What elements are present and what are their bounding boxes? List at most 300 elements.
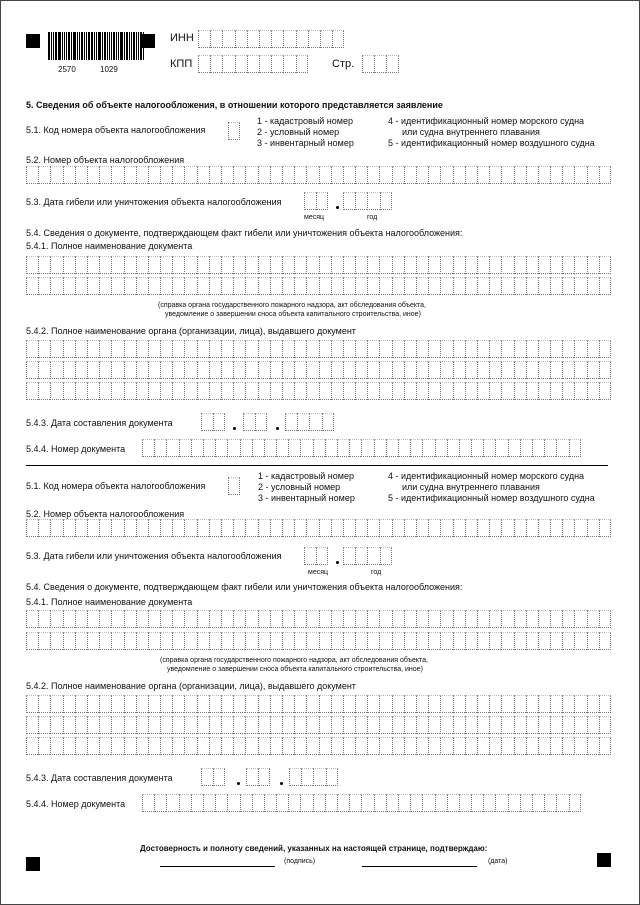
input-cell[interactable] [355, 632, 367, 650]
document-year-field[interactable] [285, 413, 334, 431]
input-cell[interactable] [124, 166, 136, 184]
input-cell[interactable] [148, 256, 160, 274]
input-cell[interactable] [209, 256, 221, 274]
input-cell[interactable] [316, 547, 328, 565]
input-cell[interactable] [252, 794, 264, 812]
input-cell[interactable] [562, 695, 574, 713]
input-cell[interactable] [331, 716, 343, 734]
input-cell[interactable] [99, 519, 111, 537]
input-cell[interactable] [574, 382, 586, 400]
input-cell[interactable] [111, 737, 123, 755]
input-cell[interactable] [599, 361, 611, 379]
input-cell[interactable] [172, 256, 184, 274]
input-cell[interactable] [422, 794, 434, 812]
input-cell[interactable] [306, 277, 318, 295]
input-cell[interactable] [148, 610, 160, 628]
input-cell[interactable] [526, 737, 538, 755]
input-cell[interactable] [538, 361, 550, 379]
input-cell[interactable] [124, 737, 136, 755]
input-cell[interactable] [392, 340, 404, 358]
input-cell[interactable] [556, 439, 568, 457]
input-cell[interactable] [160, 632, 172, 650]
input-cell[interactable] [379, 277, 391, 295]
input-cell[interactable] [87, 716, 99, 734]
input-cell[interactable] [495, 794, 507, 812]
input-cell[interactable] [404, 632, 416, 650]
input-cell[interactable] [392, 716, 404, 734]
input-cell[interactable] [331, 166, 343, 184]
document-day-field[interactable] [201, 768, 225, 786]
input-cell[interactable] [392, 737, 404, 755]
input-cell[interactable] [38, 361, 50, 379]
input-cell[interactable] [124, 610, 136, 628]
input-cell[interactable] [235, 30, 247, 48]
input-cell[interactable] [322, 413, 334, 431]
input-cell[interactable] [38, 382, 50, 400]
input-cell[interactable] [361, 794, 373, 812]
input-cell[interactable] [215, 794, 227, 812]
input-cell[interactable] [574, 519, 586, 537]
input-cell[interactable] [282, 166, 294, 184]
input-cell[interactable] [538, 610, 550, 628]
input-cell[interactable] [355, 610, 367, 628]
input-cell[interactable] [562, 632, 574, 650]
input-cell[interactable] [379, 610, 391, 628]
input-cell[interactable] [50, 382, 62, 400]
input-cell[interactable] [587, 610, 599, 628]
input-cell[interactable] [184, 166, 196, 184]
input-cell[interactable] [526, 361, 538, 379]
input-cell[interactable] [379, 737, 391, 755]
input-cell[interactable] [160, 695, 172, 713]
input-cell[interactable] [306, 361, 318, 379]
input-cell[interactable] [343, 547, 355, 565]
input-cell[interactable] [489, 166, 501, 184]
input-cell[interactable] [198, 55, 210, 73]
input-cell[interactable] [289, 768, 301, 786]
input-cell[interactable] [124, 277, 136, 295]
input-cell[interactable] [514, 610, 526, 628]
issuer-field-row-3[interactable] [26, 382, 611, 400]
input-cell[interactable] [63, 695, 75, 713]
input-cell[interactable] [26, 277, 38, 295]
input-cell[interactable] [416, 340, 428, 358]
issuer-field-row-1[interactable] [26, 695, 611, 713]
input-cell[interactable] [213, 413, 225, 431]
document-name-field-row-2[interactable] [26, 632, 611, 650]
input-cell[interactable] [63, 256, 75, 274]
input-cell[interactable] [550, 340, 562, 358]
input-cell[interactable] [210, 55, 222, 73]
input-cell[interactable] [38, 632, 50, 650]
document-month-field[interactable] [243, 413, 267, 431]
input-cell[interactable] [270, 382, 282, 400]
input-cell[interactable] [136, 632, 148, 650]
destruction-month-field[interactable] [304, 192, 328, 210]
input-cell[interactable] [520, 794, 532, 812]
input-cell[interactable] [50, 361, 62, 379]
input-cell[interactable] [319, 632, 331, 650]
input-cell[interactable] [136, 361, 148, 379]
input-cell[interactable] [428, 277, 440, 295]
document-year-field[interactable] [289, 768, 338, 786]
input-cell[interactable] [550, 361, 562, 379]
input-cell[interactable] [283, 30, 295, 48]
input-cell[interactable] [386, 439, 398, 457]
document-number-field[interactable] [142, 794, 581, 812]
input-cell[interactable] [245, 340, 257, 358]
input-cell[interactable] [538, 632, 550, 650]
input-cell[interactable] [221, 277, 233, 295]
input-cell[interactable] [392, 166, 404, 184]
input-cell[interactable] [38, 519, 50, 537]
input-cell[interactable] [398, 439, 410, 457]
input-cell[interactable] [367, 256, 379, 274]
input-cell[interactable] [544, 794, 556, 812]
input-cell[interactable] [184, 737, 196, 755]
input-cell[interactable] [599, 632, 611, 650]
input-cell[interactable] [501, 610, 513, 628]
input-cell[interactable] [367, 192, 379, 210]
input-cell[interactable] [197, 695, 209, 713]
input-cell[interactable] [416, 361, 428, 379]
input-cell[interactable] [562, 166, 574, 184]
input-cell[interactable] [294, 166, 306, 184]
input-cell[interactable] [297, 413, 309, 431]
document-day-field[interactable] [201, 413, 225, 431]
input-cell[interactable] [300, 794, 312, 812]
input-cell[interactable] [550, 610, 562, 628]
input-cell[interactable] [285, 413, 297, 431]
input-cell[interactable] [258, 716, 270, 734]
input-cell[interactable] [124, 382, 136, 400]
input-cell[interactable] [245, 737, 257, 755]
input-cell[interactable] [355, 519, 367, 537]
input-cell[interactable] [392, 277, 404, 295]
input-cell[interactable] [367, 737, 379, 755]
input-cell[interactable] [50, 340, 62, 358]
input-cell[interactable] [160, 256, 172, 274]
input-cell[interactable] [574, 361, 586, 379]
input-cell[interactable] [379, 716, 391, 734]
input-cell[interactable] [282, 695, 294, 713]
document-month-field[interactable] [246, 768, 270, 786]
input-cell[interactable] [532, 439, 544, 457]
input-cell[interactable] [362, 55, 374, 73]
input-cell[interactable] [526, 166, 538, 184]
input-cell[interactable] [154, 439, 166, 457]
input-cell[interactable] [538, 277, 550, 295]
input-cell[interactable] [308, 30, 320, 48]
input-cell[interactable] [404, 382, 416, 400]
code-field[interactable] [228, 122, 240, 140]
input-cell[interactable] [325, 439, 337, 457]
input-cell[interactable] [379, 695, 391, 713]
input-cell[interactable] [495, 439, 507, 457]
input-cell[interactable] [319, 340, 331, 358]
input-cell[interactable] [282, 716, 294, 734]
input-cell[interactable] [50, 519, 62, 537]
input-cell[interactable] [233, 737, 245, 755]
input-cell[interactable] [514, 632, 526, 650]
input-cell[interactable] [501, 737, 513, 755]
input-cell[interactable] [489, 340, 501, 358]
input-cell[interactable] [50, 695, 62, 713]
input-cell[interactable] [221, 632, 233, 650]
input-cell[interactable] [355, 256, 367, 274]
input-cell[interactable] [416, 277, 428, 295]
input-cell[interactable] [367, 610, 379, 628]
document-name-field-row-2[interactable] [26, 277, 611, 295]
input-cell[interactable] [562, 519, 574, 537]
input-cell[interactable] [599, 382, 611, 400]
input-cell[interactable] [562, 610, 574, 628]
input-cell[interactable] [440, 340, 452, 358]
input-cell[interactable] [26, 382, 38, 400]
input-cell[interactable] [428, 166, 440, 184]
input-cell[interactable] [282, 340, 294, 358]
input-cell[interactable] [63, 737, 75, 755]
input-cell[interactable] [198, 30, 210, 48]
input-cell[interactable] [87, 695, 99, 713]
input-cell[interactable] [270, 716, 282, 734]
destruction-year-field[interactable] [343, 547, 392, 565]
input-cell[interactable] [465, 632, 477, 650]
kpp-field[interactable] [198, 55, 308, 73]
input-cell[interactable] [599, 277, 611, 295]
input-cell[interactable] [526, 519, 538, 537]
input-cell[interactable] [26, 632, 38, 650]
input-cell[interactable] [489, 716, 501, 734]
input-cell[interactable] [38, 610, 50, 628]
input-cell[interactable] [587, 519, 599, 537]
input-cell[interactable] [166, 794, 178, 812]
input-cell[interactable] [477, 166, 489, 184]
input-cell[interactable] [160, 361, 172, 379]
input-cell[interactable] [526, 610, 538, 628]
input-cell[interactable] [574, 737, 586, 755]
input-cell[interactable] [209, 361, 221, 379]
input-cell[interactable] [300, 439, 312, 457]
input-cell[interactable] [343, 361, 355, 379]
input-cell[interactable] [99, 382, 111, 400]
input-cell[interactable] [258, 695, 270, 713]
input-cell[interactable] [228, 477, 240, 495]
input-cell[interactable] [245, 695, 257, 713]
input-cell[interactable] [428, 737, 440, 755]
input-cell[interactable] [355, 361, 367, 379]
input-cell[interactable] [294, 737, 306, 755]
input-cell[interactable] [428, 716, 440, 734]
input-cell[interactable] [416, 256, 428, 274]
input-cell[interactable] [201, 413, 213, 431]
input-cell[interactable] [221, 256, 233, 274]
input-cell[interactable] [63, 277, 75, 295]
input-cell[interactable] [440, 361, 452, 379]
input-cell[interactable] [574, 695, 586, 713]
input-cell[interactable] [562, 340, 574, 358]
input-cell[interactable] [331, 695, 343, 713]
input-cell[interactable] [392, 695, 404, 713]
input-cell[interactable] [343, 695, 355, 713]
input-cell[interactable] [343, 737, 355, 755]
input-cell[interactable] [306, 610, 318, 628]
input-cell[interactable] [587, 361, 599, 379]
input-cell[interactable] [361, 439, 373, 457]
input-cell[interactable] [160, 340, 172, 358]
input-cell[interactable] [209, 695, 221, 713]
input-cell[interactable] [294, 632, 306, 650]
input-cell[interactable] [304, 547, 316, 565]
input-cell[interactable] [435, 794, 447, 812]
input-cell[interactable] [111, 256, 123, 274]
input-cell[interactable] [258, 382, 270, 400]
input-cell[interactable] [184, 340, 196, 358]
input-cell[interactable] [124, 340, 136, 358]
input-cell[interactable] [538, 382, 550, 400]
input-cell[interactable] [465, 695, 477, 713]
input-cell[interactable] [514, 382, 526, 400]
input-cell[interactable] [227, 794, 239, 812]
input-cell[interactable] [489, 632, 501, 650]
input-cell[interactable] [247, 30, 259, 48]
input-cell[interactable] [319, 610, 331, 628]
input-cell[interactable] [453, 716, 465, 734]
input-cell[interactable] [160, 277, 172, 295]
input-cell[interactable] [197, 166, 209, 184]
input-cell[interactable] [294, 382, 306, 400]
input-cell[interactable] [309, 413, 321, 431]
input-cell[interactable] [75, 695, 87, 713]
input-cell[interactable] [508, 794, 520, 812]
input-cell[interactable] [184, 519, 196, 537]
input-cell[interactable] [489, 695, 501, 713]
input-cell[interactable] [599, 695, 611, 713]
input-cell[interactable] [197, 256, 209, 274]
input-cell[interactable] [343, 166, 355, 184]
input-cell[interactable] [136, 277, 148, 295]
input-cell[interactable] [172, 166, 184, 184]
input-cell[interactable] [255, 413, 267, 431]
input-cell[interactable] [306, 166, 318, 184]
input-cell[interactable] [294, 519, 306, 537]
input-cell[interactable] [184, 382, 196, 400]
issuer-field-row-3[interactable] [26, 737, 611, 755]
input-cell[interactable] [233, 361, 245, 379]
input-cell[interactable] [87, 340, 99, 358]
input-cell[interactable] [245, 632, 257, 650]
input-cell[interactable] [440, 695, 452, 713]
input-cell[interactable] [209, 737, 221, 755]
input-cell[interactable] [343, 340, 355, 358]
input-cell[interactable] [283, 55, 295, 73]
input-cell[interactable] [233, 610, 245, 628]
input-cell[interactable] [477, 695, 489, 713]
input-cell[interactable] [26, 361, 38, 379]
input-cell[interactable] [477, 340, 489, 358]
input-cell[interactable] [227, 439, 239, 457]
input-cell[interactable] [306, 737, 318, 755]
input-cell[interactable] [270, 695, 282, 713]
input-cell[interactable] [343, 716, 355, 734]
input-cell[interactable] [367, 166, 379, 184]
input-cell[interactable] [166, 439, 178, 457]
input-cell[interactable] [197, 610, 209, 628]
input-cell[interactable] [440, 737, 452, 755]
input-cell[interactable] [355, 340, 367, 358]
input-cell[interactable] [404, 361, 416, 379]
input-cell[interactable] [282, 382, 294, 400]
input-cell[interactable] [271, 55, 283, 73]
input-cell[interactable] [514, 277, 526, 295]
input-cell[interactable] [435, 439, 447, 457]
input-cell[interactable] [440, 166, 452, 184]
input-cell[interactable] [465, 519, 477, 537]
input-cell[interactable] [148, 340, 160, 358]
destruction-month-field[interactable] [304, 547, 328, 565]
input-cell[interactable] [50, 166, 62, 184]
input-cell[interactable] [243, 413, 255, 431]
input-cell[interactable] [574, 166, 586, 184]
input-cell[interactable] [154, 794, 166, 812]
input-cell[interactable] [453, 340, 465, 358]
input-cell[interactable] [136, 737, 148, 755]
input-cell[interactable] [453, 737, 465, 755]
input-cell[interactable] [440, 610, 452, 628]
input-cell[interactable] [319, 519, 331, 537]
input-cell[interactable] [574, 256, 586, 274]
input-cell[interactable] [392, 256, 404, 274]
input-cell[interactable] [306, 340, 318, 358]
input-cell[interactable] [374, 794, 386, 812]
input-cell[interactable] [465, 716, 477, 734]
input-cell[interactable] [367, 340, 379, 358]
input-cell[interactable] [550, 695, 562, 713]
input-cell[interactable] [526, 382, 538, 400]
input-cell[interactable] [489, 361, 501, 379]
input-cell[interactable] [416, 716, 428, 734]
input-cell[interactable] [410, 439, 422, 457]
input-cell[interactable] [465, 737, 477, 755]
input-cell[interactable] [526, 632, 538, 650]
input-cell[interactable] [477, 277, 489, 295]
input-cell[interactable] [245, 382, 257, 400]
input-cell[interactable] [172, 382, 184, 400]
input-cell[interactable] [258, 519, 270, 537]
input-cell[interactable] [142, 439, 154, 457]
input-cell[interactable] [386, 794, 398, 812]
input-cell[interactable] [75, 519, 87, 537]
input-cell[interactable] [294, 610, 306, 628]
input-cell[interactable] [550, 256, 562, 274]
input-cell[interactable] [319, 361, 331, 379]
input-cell[interactable] [142, 794, 154, 812]
input-cell[interactable] [213, 768, 225, 786]
input-cell[interactable] [404, 610, 416, 628]
input-cell[interactable] [587, 716, 599, 734]
input-cell[interactable] [569, 439, 581, 457]
input-cell[interactable] [501, 382, 513, 400]
input-cell[interactable] [38, 737, 50, 755]
input-cell[interactable] [294, 277, 306, 295]
input-cell[interactable] [209, 382, 221, 400]
input-cell[interactable] [428, 632, 440, 650]
input-cell[interactable] [319, 716, 331, 734]
input-cell[interactable] [574, 277, 586, 295]
input-cell[interactable] [75, 361, 87, 379]
input-cell[interactable] [416, 519, 428, 537]
input-cell[interactable] [136, 256, 148, 274]
